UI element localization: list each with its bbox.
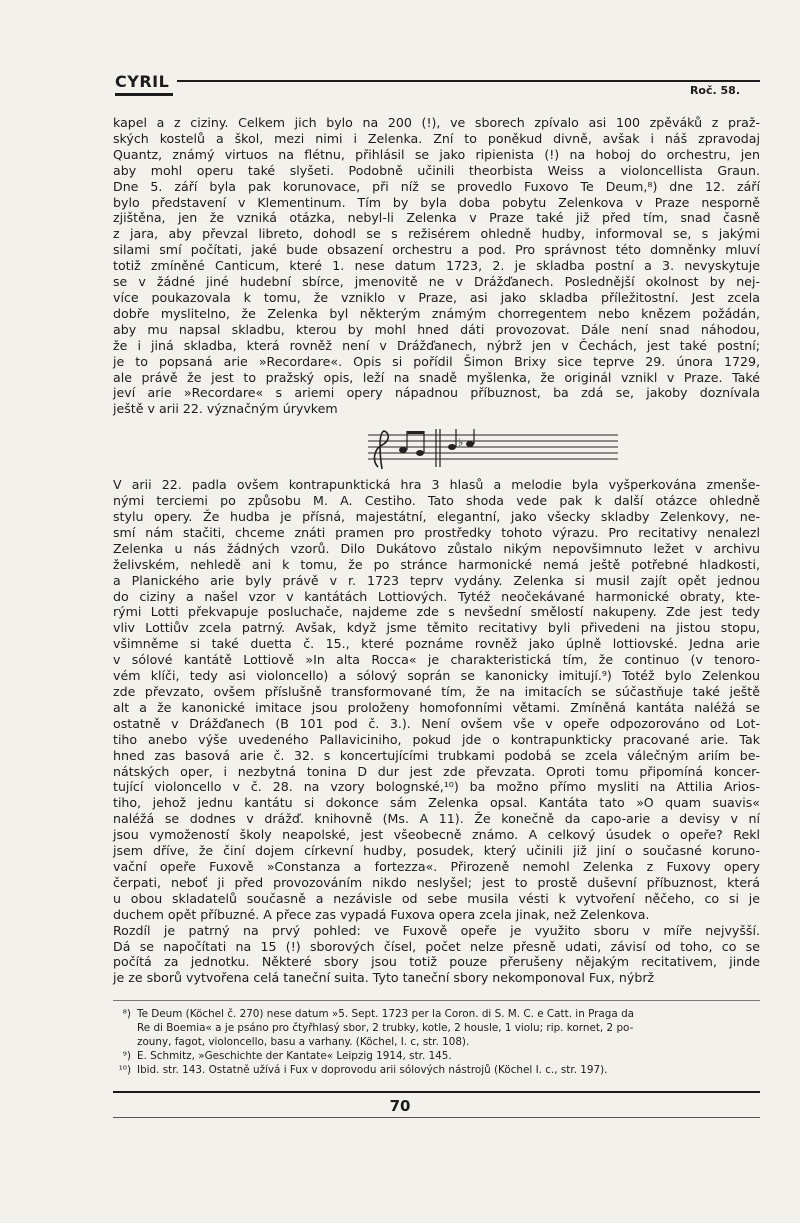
text-line: jsou vymožeností školy neapolské, jest všeobecně známo. A celkový úsudek o opeře? Rekl [113,827,760,843]
text-line: tiho anebo výše uvedeného Pallaviciniho, pokud jde o kontrapunkticky pracované arie. Tak [113,731,760,747]
article-body [113,115,760,986]
text-line: rými Lotti překvapuje posluchače, najdeme zde s nevšední smělostí nakupeny. Zde jest tedy [113,604,760,620]
music-excerpt [113,427,760,471]
text-line: zde převzato, ovšem příslušně transformované tím, že na imitacích se súčastňuje také ještě [113,684,760,699]
footnote-text: Ibid. str. 143. Ostatně užívá i Fux v doprovodu arii sólových nástrojů (Köchel I. c., str. 197). [137,1064,608,1076]
text-line: vliv Lottiův zcela patrný. Avšak, když jsme těmito recitativy byli přivedeni na jistou stopu, [113,620,760,636]
footnote-text: E. Schmitz, »Geschichte der Kantate« Leipzig 1914, str. 145. [137,1050,452,1062]
text-line: a Planického arie byly právě v r. 1723 teprv vydány. Zelenka si musil zajít opět jednou [113,572,760,588]
text-line: aby mohl operu také slyšeti. Podobně učinili theorbista Weiss a violoncellista Graun. [113,162,760,178]
paragraph-1 [113,115,760,417]
text-line: do ciziny a našel vzor v kantátách Lottiových. Tytéž neočekávané harmonické obraty, kte- [113,588,760,604]
text-line: tiho, jehož jednu kantátu si dokonce sám Zelenka opsal. Kantáta tato »O quam suavis« [113,795,760,811]
footnote-text: Te Deum (Köchel č. 270) nese datum »5. Sept. 1723 per la Coron. di S. M. C. e Catt. in Praga da [137,1008,635,1020]
text-line: duchem opět příbuzné. A přece zas vypadá Fuxova opera zcela jinak, než Zelenkova. [113,906,650,922]
text-line: v sólové kantátě Lottiově »In alta Rocca« je charakteristická tím, že continuo (v tenoro- [113,652,760,668]
text-line: jeví arie »Recordare« s ariemi opery nápadnou příbuznost, ba zdá se, jakoby doznívala [113,385,760,401]
footnote-continuation: Re di Boemia« a je psáno pro čtyřhlasý sbor, 2 trubky, kotle, 2 housle, 1 violu; rip. kornet, 2 po- [137,1022,634,1034]
text-line: Dá se napočítati na 15 (!) sborových čísel, počet nelze přesně udati, závisí od toho, co se [113,938,760,954]
running-header [115,72,760,102]
journal-underline [115,93,173,96]
text-line: V arii 22. padla ovšem kontrapunktická hra 3 hlasů a melodie byla vyšperkována zmenše- [113,477,760,493]
text-line: ale právě že jest to pražský opis, leží na snadě myšlenka, že originál vznikl v Praze. Také [113,369,760,385]
text-line: Rozdíl je patrný na prvý pohled: ve Fuxově opeře je využito sboru v míře nejvyšší. [113,922,760,938]
text-line: nými terciemi po způsobu M. A. Cestiho. Tato shoda vede pak k další otázce ohledně [113,493,760,509]
bottom-rule-thin [113,1117,760,1118]
footnotes [113,1007,760,1077]
footnote [113,1063,760,1077]
text-line: dobře myslitelno, že Zelenka byl některým známým chorregentem nebo knězem požádán, [113,305,760,321]
text-line: stylu opery. Že hudba je přísná, majestátní, elegantní, jako všecky skladby Zelenkovy, ne- [113,509,760,525]
text-line: Dne 5. září byla pak korunovace, při níž se provedlo Fuxovo Te Deum,⁸) dne 12. září [113,178,760,194]
volume-label: Roč. 58. [689,84,740,97]
text-line: jsem dříve, že činí dojem církevní hudby, posudek, který učinili již jiní o současné koruno- [113,843,760,859]
paragraph-2 [113,477,760,922]
footnote-rule [113,1000,760,1001]
text-line: je ze sborů vytvořena celá taneční suita. Tyto taneční sbory nekomponoval Fux, nýbrž [113,970,655,986]
text-line: hned zas basová arie č. 32. s koncertujícími trubkami podobá se zcela válečným ariím be- [113,747,760,763]
text-line: totiž zmíněné Canticum, které 1. nese datum 1723, 2. je skladba postní a 3. nevyskytuje [113,258,760,274]
text-line: bylo představení v Klementinum. Tím by byla doba pobytu Zelenkova v Praze nesporně [113,194,760,210]
text-line: naléžá se dodnes v drážď. knihovně (Ms. A 11). Že konečně da capo-arie a devisy v ní [113,811,760,827]
text-line: vační opeře Fuxově »Constanza a fortezza«. Přirozeně nemohl Zelenka z Fuxovy opery [113,858,760,874]
text-line: u obou skladatelů současně a nezávisle od sebe musila vésti k vytvoření něčeho, co si je [113,890,760,906]
music-notation-icon [368,427,618,471]
footnote-number: ⁸) [122,1008,131,1020]
text-line: ostatně v Drážďanech (B 101 pod č. 3.). Není ovšem vše v opeře odpozorováno od Lot- [113,715,760,731]
text-line: vém klíči, tedy asi violoncello) a sólový soprán se kanonicky imitují.⁹) Totéž bylo Zelenkou [113,668,760,684]
bottom-rule [113,1091,760,1093]
text-line: zjištěna, jen že vzniká otázka, nebyl-li Zelenka v Praze také již před tím, snad časně [113,210,760,226]
text-line: všimněme si také duetta č. 15., které poznáme rovněž jako úplně lottiovské. Jedna arie [113,636,760,652]
text-line: že i jiná skladba, která rovněž není v Drážďanech, nýbrž jen v Čechách, jest také postní; [113,337,760,353]
header-rule [177,80,760,82]
text-line: alt a že kanonické imitace jsou proloženy homofonními větami. Zmíněná kantáta naléžá se [113,699,760,715]
text-line: aby mu napsal skladbu, kterou by mohl hned dáti provozovat. Dále není snad náhodou, [113,321,760,337]
footnote-continuation: zouny, fagot, violoncello, basu a varhany. (Köchel, I. c, str. 108). [137,1036,470,1048]
text-line: tující violoncello v č. 28. na vzory bolognské,¹⁰) ba možno přímo mysliti na Attilia Arios- [113,779,760,795]
page-number: 70 [389,1097,411,1115]
text-line: Quantz, známý virtuos na flétnu, přihlásil se jako ripienista (!) na hoboj do orchestru, jen [113,146,760,162]
text-line: nátských oper, i nezbytná tonina D dur jest zde převzata. Oproti tomu připomíná koncer- [113,763,760,779]
text-line: smí nám stačiti, chceme znáti pramen pro prostředky tohoto výrazu. Pro recitativy nenalezl [113,524,760,540]
text-line: silami smí počítati, jaké bude obsazení orchestru a pod. Pro správnost této domněnky mluví [113,242,760,258]
svg-text:♭: ♭ [458,436,464,450]
footnote-number: ¹⁰) [118,1064,131,1076]
footnote [113,1007,760,1049]
text-line: kapel a z ciziny. Celkem jich bylo na 200 (!), ve sborech zpívalo asi 100 zpěváků z praž- [113,115,760,130]
text-line: počítá za jednotku. Některé sbory jsou totiž pouze přerušeny nějakým recitativem, jinde [113,954,760,970]
text-line: ských kostelů a škol, mezi nimi i Zelenka. Zní to poněkud divně, avšak i náš zpravodaj [113,130,760,146]
paragraph-3 [113,923,760,987]
text-line: čerpati, neboť ji před provozováním nikdo neslyšel; jest to prostě duševní příbuznost, která [113,874,760,890]
text-line: z jara, aby převzal libreto, dohodl se s režisérem ohledně hudby, informoval se, s jakými [113,226,760,242]
text-line: Zelenka u nás žádných vzorů. Dilo Dukátovo zůstalo nikým nepovšimnuto ležet v archivu [113,540,760,556]
text-line: více poukazovala k tomu, že vzniklo v Praze, asi jako skladba příležitostní. Jest zcela [113,289,760,305]
text-line: želivském, nehledě ani k tomu, že po stránce harmonické nemá ještě potřebné hladkosti, [113,556,760,572]
footnote [113,1049,760,1063]
journal-title: CYRIL [115,72,170,91]
footnote-number: ⁹) [122,1050,131,1062]
text-line: ještě v arii 22. význačným úryvkem [113,401,338,417]
text-line: je to popsaná arie »Recordare«. Opis si pořídil Šimon Brixy sice teprve 29. února 1729, [113,353,760,369]
text-line: se v žádné jiné hudební sbírce, jmenovitě ne v Drážďanech. Poslednější okolnost by nej- [113,274,760,290]
